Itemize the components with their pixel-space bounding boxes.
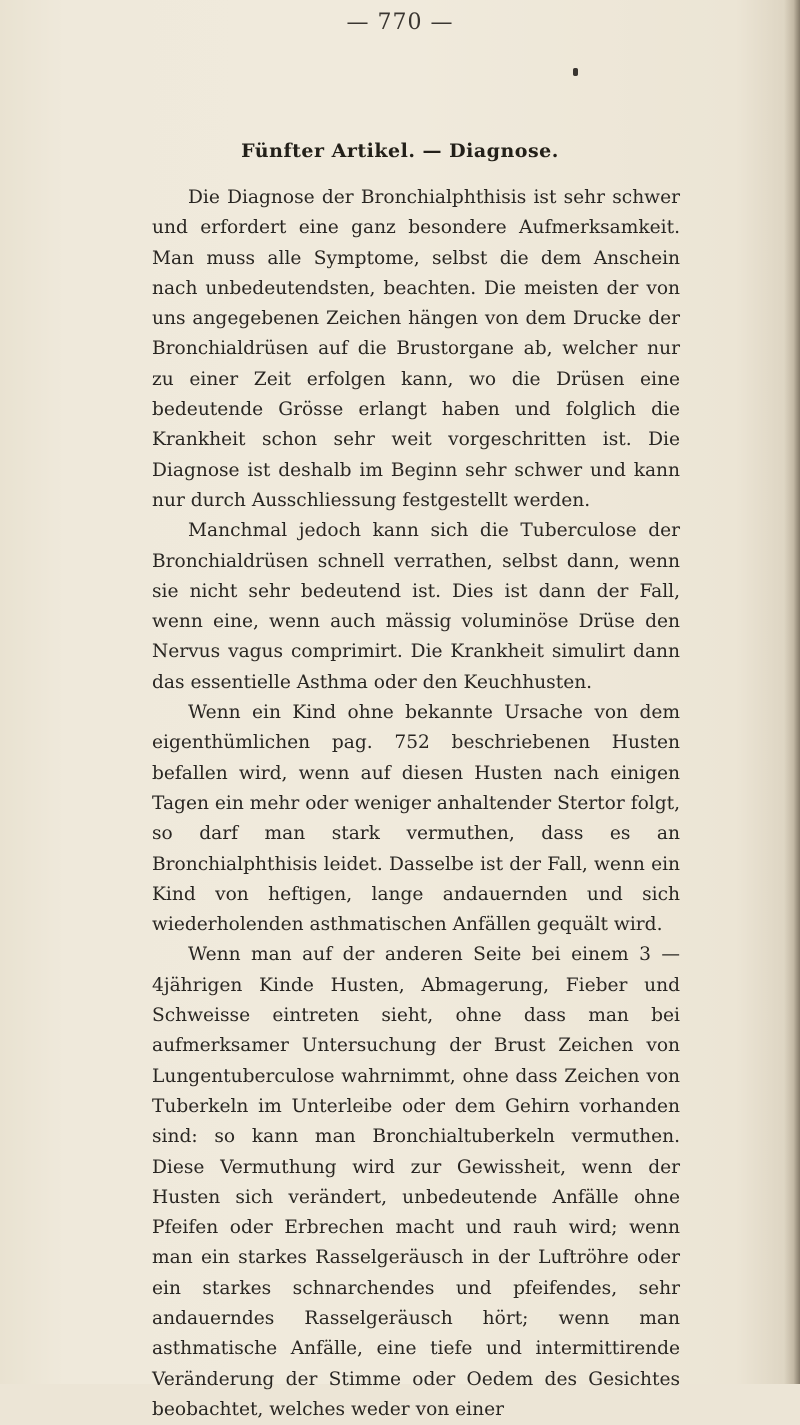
paragraph: Manchmal jedoch kann sich die Tuberculose der Bronchialdrüsen schnell verrathen, selbst dann, wenn sie nicht sehr bedeutend ist. Dies ist dann der Fall, wenn eine, wenn auch mässig voluminöse Drüse den Nervus vagus comprimirt. Die Krankheit simulirt dann das essentielle Asthma oder den Keuchhusten.: [152, 520, 680, 693]
paragraph: Wenn man auf der anderen Seite bei einem 3 — 4jährigen Kinde Husten, Abmagerung, Fieber und Schweisse eintreten sieht, ohne dass man bei aufmerksamer Untersuchung der Brust Zeichen von Lungentuberculose wahrnimmt, ohne dass Zeichen von Tuberkeln im Unterleibe oder dem Gehirn vorhanden sind: so kann man Bronchialtuberkeln vermuthen. Diese Vermuthung wird zur Gewissheit, wenn der Husten sich verändert, unbedeutende Anfälle ohne Pfeifen oder Erbrechen macht und rauh wird; wenn man ein starkes Rasselgeräusch in der Luftröhre oder ein starkes schnarchendes und pfeifendes, sehr andauerndes Rasselgeräusch hört; wenn man asthmatische Anfälle, eine tiefe und intermittirende Veränderung der Stimme oder Oedem des Gesichtes beobachtet, welches weder von einer: [152, 944, 680, 1420]
ink-mark: [573, 68, 578, 76]
section-heading: Fünfter Artikel. — Diagnose.: [241, 140, 559, 162]
paragraph: Die Diagnose der Bronchialphthisis ist sehr schwer und erfordert eine ganz besondere Aufmerksamkeit. Man muss alle Symptome, selbst die dem Anschein nach unbedeutendsten, beachten. Die meisten der von uns angegebenen Zeichen hängen von dem Drucke der Bronchialdrüsen auf die Brustorgane ab, welcher nur zu einer Zeit erfolgen kann, wo die Drüsen eine bedeutende Grösse erlangt haben und folglich die Krankheit schon sehr weit vorgeschritten ist. Die Diagnose ist deshalb im Beginn sehr schwer und kann nur durch Ausschliessung festgestellt werden.: [152, 187, 680, 511]
page-edge-shadow: [784, 0, 800, 1384]
body-text: [152, 183, 680, 1425]
paragraph: Wenn ein Kind ohne bekannte Ursache von dem eigenthümlichen pag. 752 beschriebenen Husten befallen wird, wenn auf diesen Husten nach einigen Tagen ein mehr oder weniger anhaltender Stertor folgt, so darf man stark vermuthen, dass es an Bronchialphthisis leidet. Dasselbe ist der Fall, wenn ein Kind von heftigen, lange andauernden und sich wiederholenden asthmatischen Anfällen gequält wird.: [152, 702, 680, 936]
page-number: — 770 —: [346, 10, 454, 35]
